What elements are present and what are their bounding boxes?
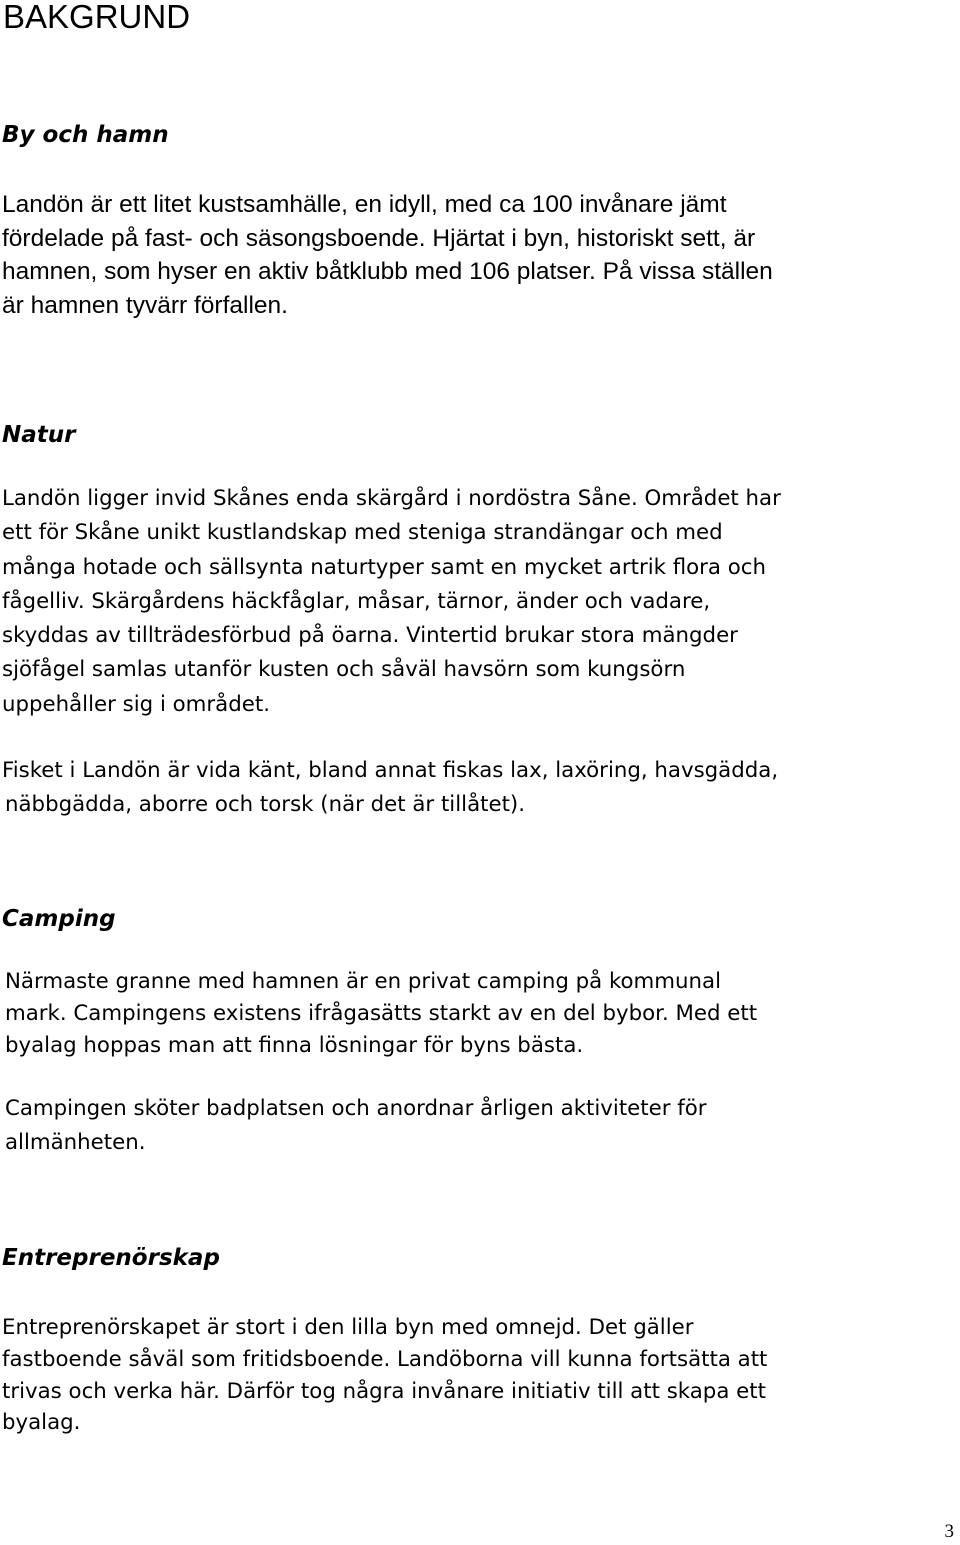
text-line: Närmaste granne med hamnen är en privat camping på kommunal <box>5 969 722 994</box>
text-line: Landön ligger invid Skånes enda skärgård i nordöstra Såne. Området har <box>2 486 781 511</box>
text-line: fördelade på fast- och säsongsboende. Hjärtat i byn, historiskt sett, är <box>2 224 756 252</box>
text-line: näbbgädda, aborre och torsk (när det är tillåtet). <box>5 792 525 818</box>
text-line: Landön är ett litet kustsamhälle, en idyll, med ca 100 invånare jämt <box>2 191 727 218</box>
text-line: är hamnen tyvärr förfallen. <box>2 291 288 319</box>
page-number: 3 <box>944 1521 954 1542</box>
paragraph-entreprenorskap <box>2 1312 767 1439</box>
paragraph-by-och-hamn <box>2 188 773 322</box>
text-line: fågelliv. Skärgårdens häckfåglar, måsar, tärnor, änder och vadare, <box>2 588 711 614</box>
text-line: sjöfågel samlas utanför kusten och såväl havsörn som kungsörn <box>2 657 686 683</box>
text-line: byalag. <box>2 1410 81 1436</box>
text-line: trivas och verka här. Därför tog några invånare initiativ till att skapa ett <box>2 1378 766 1404</box>
text-line: ett för Skåne unikt kustlandskap med steniga strandängar och med <box>2 520 723 546</box>
section-heading-camping: Camping <box>2 906 116 932</box>
text-line: skyddas av tillträdesförbud på öarna. Vintertid brukar stora mängder <box>2 623 738 649</box>
text-line: många hotade och sällsynta naturtyper samt en mycket artrik flora och <box>2 554 766 580</box>
paragraph-fisket <box>2 754 778 823</box>
paragraph-natur <box>2 482 781 722</box>
text-line: uppehåller sig i området. <box>2 691 270 717</box>
section-heading-entreprenorskap: Entreprenörskap <box>2 1245 220 1271</box>
text-line: Campingen sköter badplatsen och anordnar årligen aktiviteter för <box>5 1096 707 1121</box>
text-line: hamnen, som hyser en aktiv båtklubb med 106 platser. På vissa ställen <box>2 258 773 285</box>
page-title: BAKGRUND <box>3 0 191 35</box>
text-line: fastboende såväl som fritidsboende. Landöborna vill kunna fortsätta att <box>2 1346 768 1372</box>
text-line: allmänheten. <box>5 1130 146 1156</box>
paragraph-camping <box>2 966 757 1061</box>
text-line: mark. Campingens existens ifrågasätts starkt av en del bybor. Med ett <box>5 1000 758 1026</box>
paragraph-campingen <box>2 1092 707 1161</box>
text-line: Fisket i Landön är vida känt, bland annat fiskas lax, laxöring, havsgädda, <box>2 758 779 783</box>
text-line: byalag hoppas man att finna lösningar för byns bästa. <box>5 1032 584 1058</box>
section-heading-natur: Natur <box>2 422 76 448</box>
section-heading-by-och-hamn: By och hamn <box>2 122 169 148</box>
text-line: Entreprenörskapet är stort i den lilla byn med omnejd. Det gäller <box>2 1315 694 1340</box>
